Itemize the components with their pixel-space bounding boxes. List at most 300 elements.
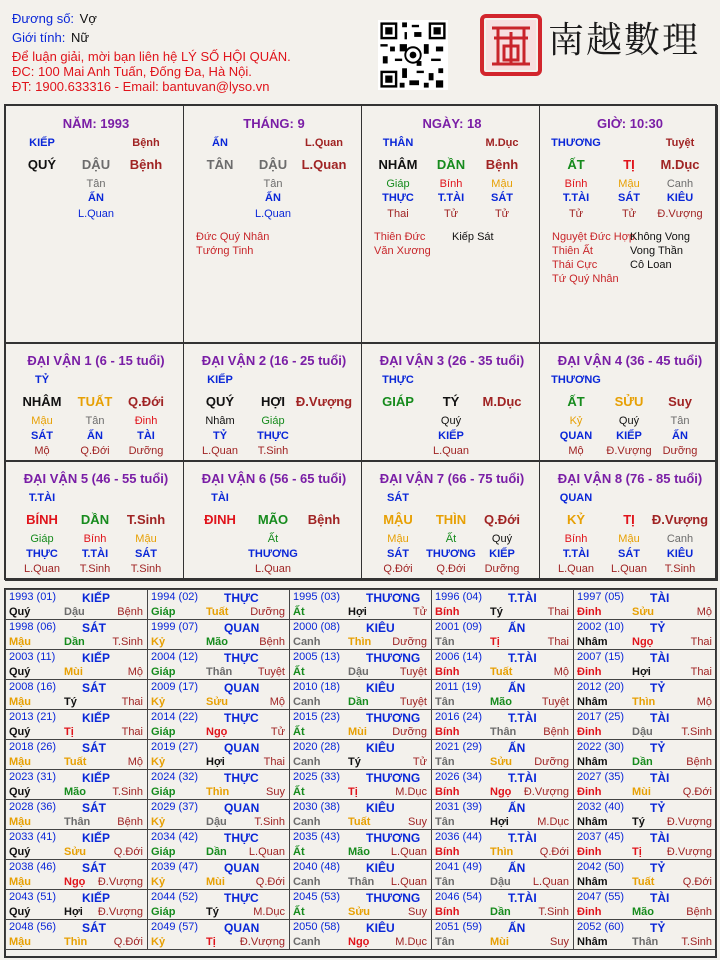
year-cell bbox=[289, 829, 432, 860]
pillar-entry: BÍNH bbox=[26, 512, 58, 527]
year-branch: Tý bbox=[206, 906, 219, 918]
year-stage: Mộ bbox=[553, 666, 569, 678]
pillar-entry: L.Quan bbox=[305, 137, 343, 149]
year-label: 1998 (06) bbox=[9, 621, 57, 633]
year-star: THỰC bbox=[224, 831, 259, 845]
year-label: 2042 (50) bbox=[577, 861, 625, 873]
year-cell bbox=[431, 679, 574, 710]
year-star: ẤN bbox=[508, 681, 526, 695]
year-stage: Thai bbox=[121, 696, 143, 708]
year-star: TÀI bbox=[650, 831, 670, 845]
luck-cell bbox=[361, 461, 540, 581]
year-cell bbox=[289, 619, 432, 650]
pillar-entry: Đ.Vượng bbox=[657, 208, 703, 220]
year-label: 1996 (04) bbox=[435, 591, 483, 603]
pillar-entry: Dưỡng bbox=[484, 563, 520, 575]
year-cell bbox=[573, 919, 717, 950]
year-stem: Quý bbox=[9, 666, 31, 678]
year-stem: Mậu bbox=[9, 696, 31, 708]
year-stem: Quý bbox=[9, 606, 31, 618]
pillar-entry: Quý bbox=[440, 415, 462, 427]
year-label: 2045 (53) bbox=[293, 891, 341, 903]
year-label: 2006 (14) bbox=[435, 651, 483, 663]
pillar-entry: DẬU bbox=[81, 157, 111, 172]
pillar-entry: Mậu bbox=[135, 533, 157, 545]
year-stem: Nhâm bbox=[577, 876, 608, 888]
year-stage: Mộ bbox=[696, 606, 712, 618]
year-stage: Thai bbox=[547, 606, 569, 618]
owner-label: Đương số: bbox=[12, 11, 75, 26]
year-stem: Tân bbox=[435, 876, 455, 888]
year-cell bbox=[147, 679, 290, 710]
pillar-entry: Tử bbox=[443, 208, 459, 220]
year-stage: M.Dục bbox=[537, 816, 569, 828]
year-cell bbox=[147, 649, 290, 680]
year-branch: Mão bbox=[348, 846, 370, 858]
year-branch: Hợi bbox=[490, 816, 509, 828]
year-stem: Kỷ bbox=[151, 696, 166, 708]
year-branch: Tý bbox=[632, 816, 645, 828]
year-stage: Tuyệt bbox=[541, 696, 569, 708]
year-label: 2041 (49) bbox=[435, 861, 483, 873]
pillar-entry: Dưỡng bbox=[662, 445, 698, 457]
year-label: 2018 (26) bbox=[9, 741, 57, 753]
pillar-entry: ĐINH bbox=[204, 512, 236, 527]
pillar-entry: Dưỡng bbox=[128, 445, 164, 457]
pillar-entry: Tân bbox=[86, 178, 106, 190]
year-cell bbox=[5, 829, 148, 860]
year-stage: Suy bbox=[266, 786, 285, 798]
year-branch: Dần bbox=[490, 906, 511, 918]
year-branch: Hợi bbox=[632, 666, 651, 678]
year-stage: Thai bbox=[121, 726, 143, 738]
year-star: SÁT bbox=[82, 681, 106, 695]
pillar-entry: M.Dục bbox=[660, 157, 700, 172]
year-branch: Dậu bbox=[206, 816, 227, 828]
pillar-entry: L.Quan bbox=[254, 208, 292, 220]
pillar-entry: Tuyệt bbox=[665, 137, 695, 149]
pillar-entry: Ất bbox=[267, 533, 279, 545]
year-branch: Thìn bbox=[348, 636, 372, 648]
pillar-entry: Đ.Vượng bbox=[606, 445, 652, 457]
year-star: ẤN bbox=[508, 741, 526, 755]
year-stage: Q.Đới bbox=[682, 786, 712, 798]
chart-grid bbox=[4, 104, 717, 580]
pillar-entry: TỊ bbox=[623, 157, 635, 172]
pillar-entry: SÁT bbox=[387, 492, 409, 504]
gender-value: Nữ bbox=[70, 30, 90, 45]
year-stem: Tân bbox=[435, 636, 455, 648]
year-stage: T.Sinh bbox=[681, 726, 712, 738]
pillar-entry: KIẾP bbox=[207, 374, 233, 386]
year-label: 2046 (54) bbox=[435, 891, 483, 903]
year-stage: T.Sinh bbox=[112, 786, 143, 798]
year-stage: Thai bbox=[263, 756, 285, 768]
year-label: 2019 (27) bbox=[151, 741, 199, 753]
year-star: KIẾP bbox=[82, 771, 111, 785]
gender-line bbox=[12, 29, 89, 47]
star-name: Văn Xương bbox=[374, 245, 431, 257]
year-stem: Canh bbox=[293, 636, 321, 648]
pillar-entry: T.Sinh bbox=[664, 563, 696, 575]
year-label: 2008 (16) bbox=[9, 681, 57, 693]
year-branch: Tý bbox=[348, 756, 361, 768]
pillar-entry: Nhâm bbox=[205, 415, 235, 427]
pillar-entry: Mộ bbox=[568, 445, 584, 457]
year-branch: Tuất bbox=[490, 666, 513, 678]
year-stem: Đinh bbox=[577, 786, 602, 798]
luck-title: ĐẠI VẬN 1 (6 - 15 tuổi) bbox=[27, 353, 165, 368]
year-branch: Ngọ bbox=[632, 636, 654, 648]
gender-label: Giới tính: bbox=[12, 30, 66, 45]
year-branch: Hợi bbox=[348, 606, 367, 618]
year-cell bbox=[573, 679, 717, 710]
year-label: 2030 (38) bbox=[293, 801, 341, 813]
year-cell bbox=[5, 619, 148, 650]
pillar-entry: Bệnh bbox=[485, 157, 519, 172]
year-stem: Ất bbox=[293, 726, 305, 738]
pillar-entry: MÃO bbox=[257, 512, 289, 527]
year-cell bbox=[431, 859, 574, 890]
owner-line bbox=[12, 10, 97, 28]
luck-cell bbox=[539, 343, 718, 461]
year-star: T.TÀI bbox=[508, 591, 537, 605]
year-cell bbox=[5, 649, 148, 680]
year-cell bbox=[147, 919, 290, 950]
year-cell bbox=[431, 799, 574, 830]
year-stem: Quý bbox=[9, 726, 31, 738]
year-branch: Dần bbox=[348, 696, 369, 708]
year-stem: Quý bbox=[9, 786, 31, 798]
luck-title: ĐẠI VẬN 5 (46 - 55 tuổi) bbox=[23, 471, 169, 486]
address-line: ĐC: 100 Mai Anh Tuấn, Đống Đa, Hà Nội. bbox=[12, 64, 252, 79]
year-stage: T.Sinh bbox=[254, 816, 285, 828]
year-cell bbox=[431, 589, 574, 620]
year-stem: Bính bbox=[435, 666, 460, 678]
year-stem: Nhâm bbox=[577, 756, 608, 768]
pillar-entry: Giáp bbox=[30, 533, 54, 545]
year-stage: Suy bbox=[408, 906, 427, 918]
year-star: T.TÀI bbox=[508, 651, 537, 665]
year-stem: Bính bbox=[435, 726, 460, 738]
pillar-entry: M.Dục bbox=[482, 394, 522, 409]
year-stage: Dưỡng bbox=[534, 756, 569, 768]
year-cell bbox=[147, 739, 290, 770]
year-star: KIÊU bbox=[366, 861, 395, 875]
year-stem: Bính bbox=[435, 786, 460, 798]
year-star: TỶ bbox=[650, 621, 666, 635]
pillar-entry: KIẾP bbox=[29, 137, 55, 149]
year-label: 2037 (45) bbox=[577, 831, 625, 843]
year-stage: Bệnh bbox=[117, 816, 143, 828]
pillar-entry: Tử bbox=[494, 208, 510, 220]
year-stem: Canh bbox=[293, 936, 321, 948]
year-stage: L.Quan bbox=[248, 846, 285, 858]
luck-cell bbox=[539, 461, 718, 581]
pillar-entry: T.Sinh bbox=[79, 563, 111, 575]
year-stage: Tuyệt bbox=[257, 666, 285, 678]
pillar-entry: TÀI bbox=[137, 430, 155, 442]
year-stem: Đinh bbox=[577, 666, 602, 678]
year-star: ẤN bbox=[508, 921, 526, 935]
year-cell bbox=[289, 649, 432, 680]
pillar-entry: Mậu bbox=[491, 178, 513, 190]
year-star: SÁT bbox=[82, 861, 106, 875]
year-cell bbox=[573, 769, 717, 800]
year-cell bbox=[5, 589, 148, 620]
year-stem: Nhâm bbox=[577, 936, 608, 948]
year-star: THỰC bbox=[224, 771, 259, 785]
year-label: 2043 (51) bbox=[9, 891, 57, 903]
year-stage: M.Dục bbox=[395, 786, 427, 798]
pillar-entry: QUÝ bbox=[27, 157, 57, 172]
year-cell bbox=[573, 619, 717, 650]
pillar-title: THÁNG: 9 bbox=[243, 116, 305, 131]
year-stage: Bệnh bbox=[117, 606, 143, 618]
pillar-entry: Q.Đới bbox=[80, 445, 110, 457]
luck-title: ĐẠI VẬN 6 (56 - 65 tuổi) bbox=[201, 471, 347, 486]
year-label: 2028 (36) bbox=[9, 801, 57, 813]
year-label: 2015 (23) bbox=[293, 711, 341, 723]
luck-cell bbox=[183, 461, 362, 581]
year-stem: Ất bbox=[293, 606, 305, 618]
pillar-entry: L.Quan bbox=[557, 563, 595, 575]
year-label: 2013 (21) bbox=[9, 711, 57, 723]
year-branch: Thìn bbox=[206, 786, 230, 798]
year-stem: Tân bbox=[435, 696, 455, 708]
seal-stamp-icon bbox=[480, 14, 542, 76]
pillar-entry: MẬU bbox=[383, 512, 413, 527]
year-stage: Thai bbox=[690, 666, 712, 678]
pillar-entry: HỢI bbox=[260, 394, 286, 409]
year-stage: M.Dục bbox=[395, 936, 427, 948]
star-name: Nguyệt Đức Hợp bbox=[552, 231, 636, 243]
pillar-entry: ẤT bbox=[567, 157, 585, 172]
year-stem: Đinh bbox=[577, 606, 602, 618]
year-branch: Mão bbox=[206, 636, 228, 648]
year-stem: Mậu bbox=[9, 756, 31, 768]
year-label: 2002 (10) bbox=[577, 621, 625, 633]
year-branch: Mão bbox=[490, 696, 512, 708]
year-stage: Bệnh bbox=[259, 636, 285, 648]
year-cell bbox=[431, 739, 574, 770]
pillar-entry: QUAN bbox=[559, 430, 593, 442]
year-star: KIẾP bbox=[82, 591, 111, 605]
pillar-entry: Bính bbox=[564, 178, 588, 190]
star-name: Kiếp Sát bbox=[452, 231, 494, 243]
year-stage: Tuyệt bbox=[399, 696, 427, 708]
year-star: ẤN bbox=[508, 621, 526, 635]
year-branch: Ngọ bbox=[490, 786, 512, 798]
year-star: KIẾP bbox=[82, 831, 111, 845]
year-cell bbox=[289, 769, 432, 800]
year-star: TỶ bbox=[650, 681, 666, 695]
year-label: 2016 (24) bbox=[435, 711, 483, 723]
year-cell bbox=[5, 769, 148, 800]
year-star: TÀI bbox=[650, 591, 670, 605]
year-branch: Tuất bbox=[632, 876, 655, 888]
year-cell bbox=[289, 679, 432, 710]
year-stage: Tử bbox=[412, 756, 427, 768]
luck-cell bbox=[5, 343, 184, 461]
year-stage: L.Quan bbox=[390, 846, 427, 858]
year-branch: Tuất bbox=[206, 606, 229, 618]
year-stem: Đinh bbox=[577, 846, 602, 858]
pillar-entry: Mậu bbox=[618, 178, 640, 190]
year-star: TỶ bbox=[650, 861, 666, 875]
pillar-entry: KIÊU bbox=[666, 548, 694, 560]
pillar-entry: SÁT bbox=[31, 430, 53, 442]
year-stage: Bệnh bbox=[543, 726, 569, 738]
year-cell bbox=[5, 859, 148, 890]
year-star: KIẾP bbox=[82, 711, 111, 725]
pillar-entry: Đ.Vượng bbox=[651, 512, 709, 527]
star-name: Vong Thần bbox=[630, 245, 684, 257]
year-label: 2048 (56) bbox=[9, 921, 57, 933]
pillar-entry: DẬU bbox=[258, 157, 288, 172]
pillar-entry: L.Quan bbox=[301, 157, 347, 172]
pillar-entry: TÂN bbox=[206, 157, 234, 172]
year-label: 2020 (28) bbox=[293, 741, 341, 753]
year-stage: Q.Đới bbox=[682, 876, 712, 888]
year-stem: Canh bbox=[293, 816, 321, 828]
year-cell bbox=[147, 769, 290, 800]
year-stage: Tử bbox=[412, 606, 427, 618]
pillar-entry: KỶ bbox=[566, 512, 586, 527]
year-star: QUAN bbox=[224, 741, 260, 755]
year-stem: Mậu bbox=[9, 936, 31, 948]
pillar-entry: Tử bbox=[621, 208, 637, 220]
year-label: 2009 (17) bbox=[151, 681, 199, 693]
year-stage: Tử bbox=[270, 726, 285, 738]
year-stem: Nhâm bbox=[577, 816, 608, 828]
year-stage: Đ.Vượng bbox=[666, 816, 712, 828]
year-cell bbox=[289, 739, 432, 770]
year-label: 2036 (44) bbox=[435, 831, 483, 843]
year-stage: Đ.Vượng bbox=[523, 786, 569, 798]
pillar-cell bbox=[5, 105, 184, 343]
pillar-entry: T.TÀI bbox=[562, 548, 590, 560]
pillar-entry: Q.Đới bbox=[128, 394, 164, 409]
pillar-entry: SÁT bbox=[135, 548, 157, 560]
year-branch: Sửu bbox=[348, 906, 371, 918]
year-stage: Q.Đới bbox=[113, 846, 143, 858]
year-label: 2017 (25) bbox=[577, 711, 625, 723]
year-cell bbox=[289, 859, 432, 890]
pillar-entry: TỶ bbox=[34, 374, 50, 386]
pillar-entry: THƯƠNG bbox=[426, 548, 476, 560]
year-branch: Sửu bbox=[632, 606, 655, 618]
pillar-entry: SỬU bbox=[614, 394, 644, 409]
pillar-entry: ẤN bbox=[212, 137, 228, 149]
pillar-entry: Tân bbox=[670, 415, 690, 427]
luck-cell bbox=[361, 343, 540, 461]
year-branch: Ngọ bbox=[64, 876, 86, 888]
pillar-entry: TỶ bbox=[212, 430, 228, 442]
pillar-entry: THƯƠNG bbox=[551, 137, 601, 149]
owner-value: Vợ bbox=[79, 11, 97, 26]
pillar-entry: Bệnh bbox=[132, 137, 160, 149]
year-branch: Hợi bbox=[206, 756, 225, 768]
year-stem: Ất bbox=[293, 906, 305, 918]
luck-title: ĐẠI VẬN 4 (36 - 45 tuổi) bbox=[557, 353, 703, 368]
year-cell bbox=[147, 859, 290, 890]
year-label: 2051 (59) bbox=[435, 921, 483, 933]
year-stage: Mộ bbox=[696, 696, 712, 708]
pillar-entry: NHÂM bbox=[22, 394, 62, 409]
year-stem: Đinh bbox=[577, 726, 602, 738]
pillar-entry: Đ.Vượng bbox=[295, 394, 353, 409]
pillar-entry: T.TÀI bbox=[81, 548, 109, 560]
year-star: THỰC bbox=[224, 591, 259, 605]
year-branch: Dậu bbox=[490, 876, 511, 888]
year-cell bbox=[573, 709, 717, 740]
year-branch: Mùi bbox=[64, 666, 83, 678]
year-cell bbox=[573, 649, 717, 680]
pillar-entry: Tân bbox=[263, 178, 283, 190]
pillar-entry: T.TÀI bbox=[437, 192, 465, 204]
year-stage: Mộ bbox=[269, 696, 285, 708]
pillar-entry: Quý bbox=[618, 415, 640, 427]
year-star: SÁT bbox=[82, 921, 106, 935]
logo-text: 南越數理 bbox=[548, 20, 701, 61]
year-star: KIÊU bbox=[366, 681, 395, 695]
year-stem: Kỷ bbox=[151, 876, 166, 888]
pillar-entry: KIẾP bbox=[489, 548, 515, 560]
year-star: QUAN bbox=[224, 921, 260, 935]
pillar-entry: Mậu bbox=[31, 415, 53, 427]
year-cell bbox=[573, 859, 717, 890]
luck-title: ĐẠI VẬN 2 (16 - 25 tuổi) bbox=[201, 353, 347, 368]
year-label: 2003 (11) bbox=[9, 651, 56, 663]
pillar-entry: THỰC bbox=[257, 430, 289, 442]
luck-title: ĐẠI VẬN 3 (26 - 35 tuổi) bbox=[379, 353, 525, 368]
year-stage: T.Sinh bbox=[538, 906, 569, 918]
year-star: TÀI bbox=[650, 771, 670, 785]
pillar-entry: THÂN bbox=[382, 137, 414, 149]
year-branch: Tị bbox=[206, 936, 216, 948]
pillar-title: NGÀY: 18 bbox=[422, 116, 482, 131]
pillar-entry: Bệnh bbox=[307, 512, 341, 527]
year-label: 2044 (52) bbox=[151, 891, 199, 903]
year-stage: Đ.Vượng bbox=[666, 846, 712, 858]
luck-cell bbox=[183, 343, 362, 461]
pillar-entry: Bính bbox=[564, 533, 588, 545]
year-stage: L.Quan bbox=[390, 876, 427, 888]
pillar-entry: Q.Đới bbox=[484, 512, 520, 527]
pillar-entry: ẤN bbox=[672, 430, 688, 442]
year-cell bbox=[5, 919, 148, 950]
pillar-entry: M.Dục bbox=[485, 137, 519, 149]
year-stem: Quý bbox=[9, 846, 31, 858]
year-branch: Ngọ bbox=[348, 936, 370, 948]
year-star: TỶ bbox=[650, 801, 666, 815]
year-cell bbox=[147, 829, 290, 860]
pillar-entry: Đinh bbox=[134, 415, 158, 427]
year-branch: Mùi bbox=[490, 936, 509, 948]
year-cell bbox=[5, 799, 148, 830]
year-stem: Ất bbox=[293, 846, 305, 858]
year-label: 2050 (58) bbox=[293, 921, 341, 933]
year-branch: Mùi bbox=[348, 726, 367, 738]
year-branch: Ngọ bbox=[206, 726, 228, 738]
year-star: QUAN bbox=[224, 801, 260, 815]
year-label: 2034 (42) bbox=[151, 831, 199, 843]
star-name: Đức Quý Nhân bbox=[196, 231, 270, 243]
star-name: Thiên Đức bbox=[374, 231, 426, 243]
year-stage: Dưỡng bbox=[250, 606, 285, 618]
pillar-entry: Bính bbox=[439, 178, 463, 190]
